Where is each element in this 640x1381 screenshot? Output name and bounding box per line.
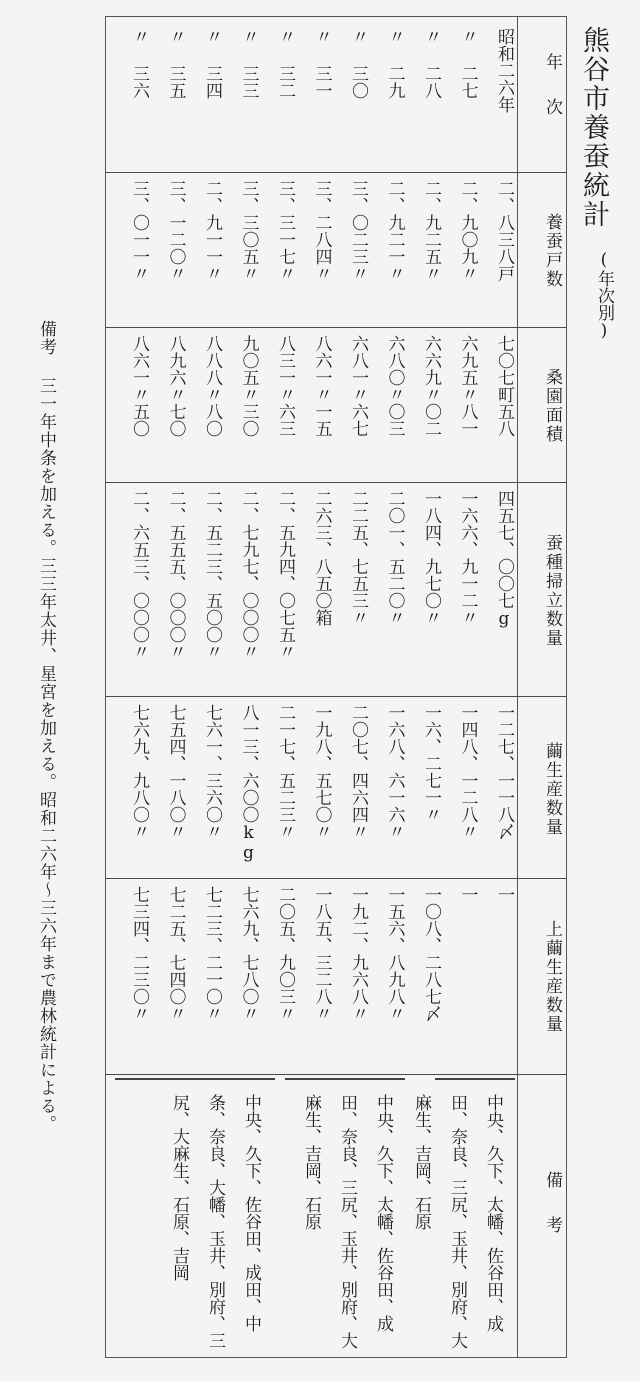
column-header: 桑園面積 <box>542 368 562 444</box>
table-cell-households: 二、八三八戸 <box>494 180 514 282</box>
table-cell-seeds: 二、五二三、五〇〇〃 <box>202 490 222 660</box>
table-cell-cocoon: 七六九、九八〇〃 <box>129 704 149 840</box>
table-cell-upper: 七二五、七四〇〃 <box>165 886 186 1022</box>
table-cell-area: 八六一〃一五 <box>311 335 332 437</box>
column-header: 養蚕戸数 <box>542 213 562 289</box>
table-cell-cocoon: 七六一、三六〇〃 <box>202 704 222 840</box>
column-header: 蚕種掃立数量 <box>542 534 562 648</box>
table-cell-year: 〃 三五 <box>165 28 186 99</box>
table-cell-upper: 一五六、八九八〃 <box>384 886 405 1022</box>
table-cell-year: 〃 三〇 <box>348 28 368 99</box>
column-header: 上繭生産数量 <box>542 920 562 1034</box>
table-cell-area: 八三一〃六三 <box>275 335 295 437</box>
table-cell-seeds: 二、五五五、〇〇〇〃 <box>165 490 186 660</box>
table-cell-cocoon: 一九八、五七〇〃 <box>311 704 332 840</box>
remarks-cell: 中央、久下、佐谷田、成田、中条、奈良、大幡、玉井、別府、三尻、大麻生、石原、吉岡 <box>169 1094 261 1349</box>
table-cell-seeds: 二、六五三、〇〇〇〃 <box>129 490 149 660</box>
table-cell-households: 三、三一七〃 <box>275 180 295 282</box>
table-cell-upper: 七六九、七八〇〃 <box>238 886 259 1022</box>
table-cell-cocoon: 一二七、一一八〆 <box>494 704 514 840</box>
table-cell-households: 二、九〇九〃 <box>457 180 478 282</box>
table-cell-seeds: 二、七九七、〇〇〇〃 <box>238 490 259 660</box>
column-header: 繭生産数量 <box>542 741 562 837</box>
row-divider <box>105 878 567 879</box>
column-header: 備考 <box>542 1170 562 1261</box>
footnote: 備考 三一年中条を加える。三三年太井、星宮を加える。昭和二六年〜三六年まで農林統計による。 <box>36 320 56 1133</box>
table-cell-seeds: 二、五九四、〇七五〃 <box>275 490 295 660</box>
table-cell-upper: 一 <box>457 886 478 903</box>
table-cell-cocoon: 八一三、六〇〇kg <box>238 704 259 863</box>
document-subtitle: (年次別) <box>594 250 614 341</box>
table-cell-area: 六八〇〃〇三 <box>384 335 405 437</box>
table-cell-seeds: 四五七、〇〇七g <box>494 490 514 629</box>
group-brace <box>285 1078 405 1090</box>
row-divider <box>105 327 567 328</box>
statistics-table <box>105 16 567 1358</box>
table-cell-households: 三、〇一一〃 <box>129 180 149 282</box>
table-cell-upper: 七三四、二三〇〃 <box>129 886 149 1022</box>
table-cell-upper: 二〇五、九〇三〃 <box>275 886 295 1022</box>
table-cell-area: 七〇七町五八 <box>494 335 514 437</box>
table-cell-cocoon: 一六八、六一六〃 <box>384 704 405 840</box>
column-header: 年次 <box>542 53 562 143</box>
table-cell-seeds: 一八四、九七〇〃 <box>421 490 441 626</box>
document-title: 熊谷市養蚕統計 <box>578 26 609 229</box>
table-cell-seeds: 二六三、八五〇箱 <box>311 490 332 626</box>
table-cell-seeds: 二〇一、五二〇〃 <box>384 490 405 626</box>
table-cell-area: 六九五〃八一 <box>457 335 478 437</box>
table-cell-households: 二、九二五〃 <box>421 180 441 282</box>
row-divider <box>105 172 567 173</box>
remarks-cell: 中央、久下、太幡、佐谷田、成田、奈良、三尻、玉井、別府、大麻生、吉岡、石原 <box>301 1094 393 1349</box>
table-cell-cocoon: 二一七、五二三〃 <box>275 704 295 840</box>
remarks-cell: 中央、久下、太幡、佐谷田、成田、奈良、三尻、玉井、別府、大麻生、吉岡、石原 <box>411 1094 503 1349</box>
table-cell-year: 〃 三三 <box>238 28 259 99</box>
table-cell-year: 〃 三四 <box>202 28 222 99</box>
table-cell-cocoon: 七五四、一八〇〃 <box>165 704 186 840</box>
table-cell-year: 〃 三一 <box>311 28 332 99</box>
table-cell-seeds: 二二五、七五三〃 <box>348 490 368 626</box>
group-brace <box>115 1078 275 1090</box>
table-cell-upper: 一八五、三二八〃 <box>311 886 332 1022</box>
table-cell-households: 三、三〇五〃 <box>238 180 259 282</box>
table-cell-cocoon: 二〇七、四六四〃 <box>348 704 368 840</box>
table-cell-cocoon: 一四八、一二八〃 <box>457 704 478 840</box>
header-separator <box>517 16 518 1358</box>
table-cell-households: 三、一二〇〃 <box>165 180 186 282</box>
table-cell-year: 〃 二七 <box>457 28 478 99</box>
table-cell-upper: 一〇八、二八七〆 <box>421 886 441 1022</box>
table-cell-area: 九〇五〃三〇 <box>238 335 259 437</box>
table-cell-year: 〃 三六 <box>129 28 149 99</box>
row-divider <box>105 696 567 697</box>
table-cell-area: 八八八〃八〇 <box>202 335 222 437</box>
table-cell-households: 二、九二一〃 <box>384 180 405 282</box>
table-cell-upper: 一 <box>494 886 514 903</box>
table-cell-year: 〃 二九 <box>384 28 405 99</box>
table-cell-households: 三、〇二三〃 <box>348 180 368 282</box>
table-cell-households: 三、二八四〃 <box>311 180 332 282</box>
table-cell-cocoon: 一六、二七一〃 <box>421 704 441 823</box>
table-cell-seeds: 一六六、九一二〃 <box>457 490 478 626</box>
table-cell-households: 二、九一一〃 <box>202 180 222 282</box>
row-divider <box>105 1074 567 1075</box>
table-cell-area: 六六九〃〇二 <box>421 335 441 437</box>
table-cell-year: 昭和二六年 <box>494 28 514 113</box>
table-cell-year: 〃 三二 <box>275 28 295 99</box>
table-cell-year: 〃 二八 <box>421 28 441 99</box>
table-cell-area: 八九六〃七〇 <box>165 335 186 437</box>
table-cell-area: 八六一〃五〇 <box>129 335 149 437</box>
group-brace <box>435 1078 515 1090</box>
table-cell-upper: 一九二、九六八〃 <box>348 886 368 1022</box>
table-cell-upper: 七二三、二一〇〃 <box>202 886 222 1022</box>
table-cell-area: 六八一〃六七 <box>348 335 368 437</box>
row-divider <box>105 482 567 483</box>
